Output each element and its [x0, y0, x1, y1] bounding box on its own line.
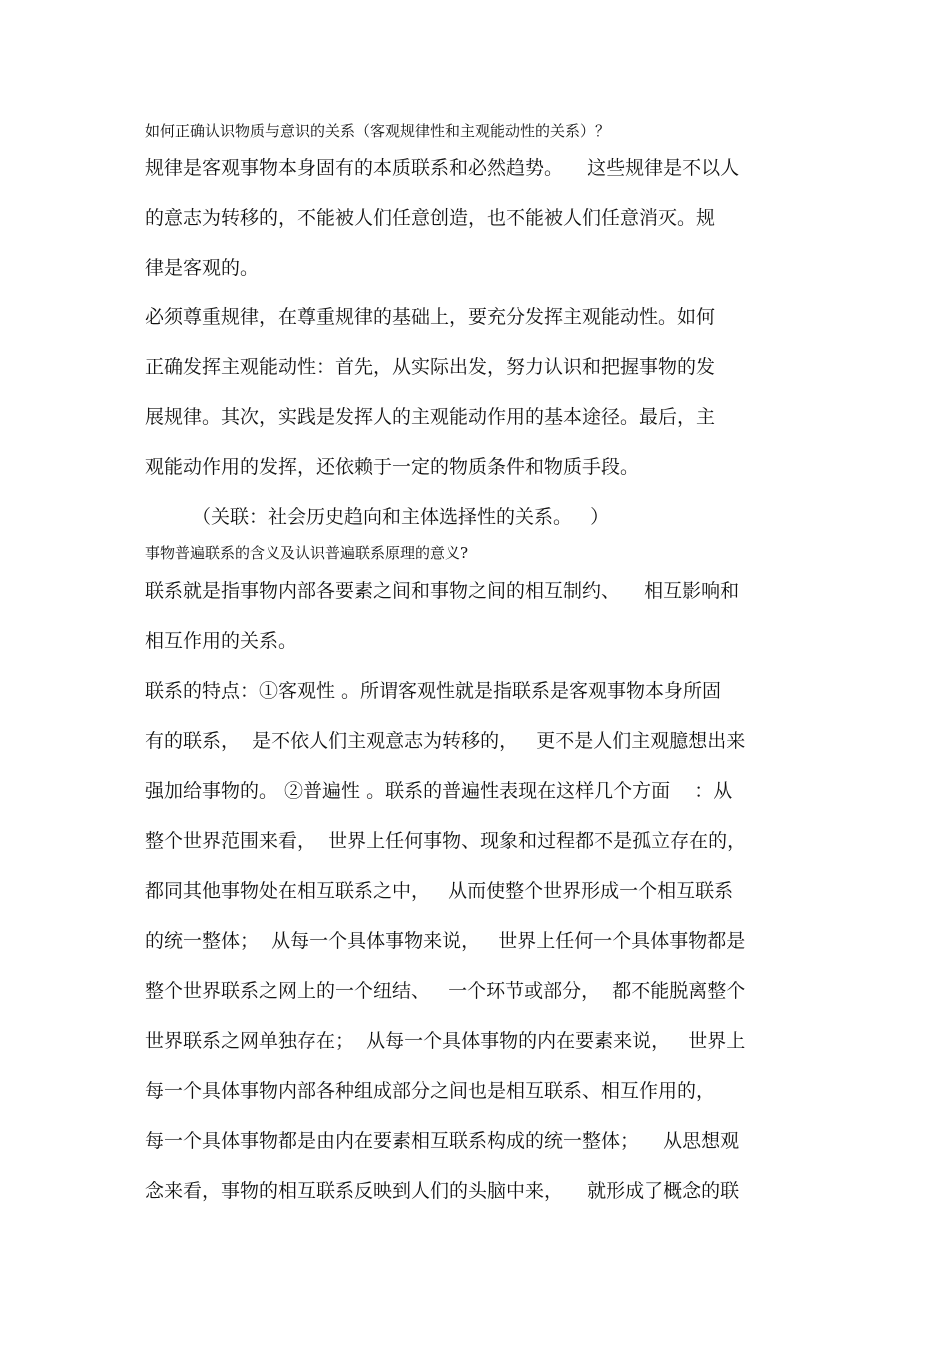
body-line: 的统一整体； 从每一个具体事物来说， 世界上任何一个具体事物都是	[145, 930, 746, 952]
body-line: 联系就是指事物内部各要素之间和事物之间的相互制约、 相互影响和	[145, 580, 740, 602]
body-line: 每一个具体事物都是由内在要素相互联系构成的统一整体； 从思想观	[145, 1130, 740, 1152]
body-line: 强加给事物的。 ②普遍性 。联系的普遍性表现在这样几个方面 ：从	[145, 780, 733, 802]
related-note: （关联：社会历史趋向和主体选择性的关系。 ）	[192, 506, 610, 528]
body-line: 世界联系之网单独存在； 从每一个具体事物的内在要素来说， 世界上	[145, 1030, 746, 1052]
body-line: 必须尊重规律，在尊重规律的基础上，要充分发挥主观能动性。如何	[145, 306, 716, 328]
body-line: 念来看，事物的相互联系反映到人们的头脑中来， 就形成了概念的联	[145, 1180, 740, 1202]
question-heading-1: 如何正确认识物质与意识的关系（客观规律性和主观能动性的关系）？	[145, 122, 611, 140]
body-line: 观能动作用的发挥，还依赖于一定的物质条件和物质手段。	[145, 456, 640, 478]
body-line: 相互作用的关系。	[145, 630, 298, 652]
body-line: 律是客观的。	[145, 257, 260, 279]
body-line: 规律是客观事物本身固有的本质联系和必然趋势。 这些规律是不以人	[145, 157, 740, 179]
body-line: 的意志为转移的，不能被人们任意创造，也不能被人们任意消灭。规	[145, 207, 716, 229]
body-line: 有的联系， 是不依人们主观意志为转移的， 更不是人们主观臆想出来	[145, 730, 746, 752]
body-line: 联系的特点：①客观性 。所谓客观性就是指联系是客观事物本身所固	[145, 680, 722, 702]
body-line: 正确发挥主观能动性：首先，从实际出发，努力认识和把握事物的发	[145, 356, 716, 378]
body-line: 每一个具体事物内部各种组成部分之间也是相互联系、相互作用的，	[145, 1080, 716, 1102]
question-heading-2: 事物普遍联系的含义及认识普遍联系原理的意义?	[145, 544, 469, 562]
body-line: 整个世界联系之网上的一个纽结、 一个环节或部分， 都不能脱离整个	[145, 980, 746, 1002]
body-line: 展规律。其次，实践是发挥人的主观能动作用的基本途径。最后，主	[145, 406, 716, 428]
body-line: 整个世界范围来看， 世界上任何事物、现象和过程都不是孤立存在的，	[145, 830, 747, 852]
body-line: 都同其他事物处在相互联系之中， 从而使整个世界形成一个相互联系	[145, 880, 734, 902]
